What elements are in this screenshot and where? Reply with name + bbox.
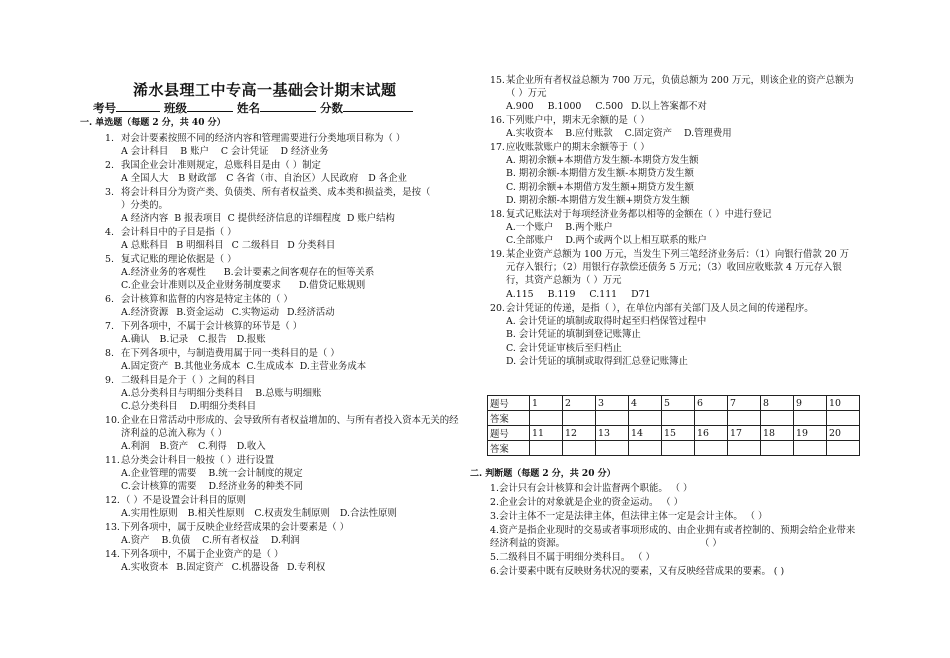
answer-cell[interactable]: [530, 411, 563, 426]
option-choice[interactable]: C.所有者权益: [202, 535, 259, 547]
class-field[interactable]: [187, 100, 233, 112]
question-number: 1.: [105, 133, 114, 144]
table-cell: 12: [563, 426, 596, 441]
question-number: 20.: [490, 303, 505, 314]
option-choice[interactable]: C.实物运动: [231, 307, 279, 319]
option-choice[interactable]: B.记录: [159, 334, 189, 346]
option-choice[interactable]: D 账户结构: [346, 213, 395, 225]
option-row: [121, 467, 435, 480]
option-choice[interactable]: C.固定资产: [624, 128, 672, 140]
option-choice[interactable]: D.主营业务成本: [299, 361, 367, 373]
option-row: [121, 360, 435, 373]
option-choice[interactable]: C 会计凭证: [220, 146, 269, 158]
question-stem: 下列各项中，属于反映企业经营成果的会计要素是（ ）: [121, 522, 349, 533]
table-cell: 20: [827, 426, 860, 441]
table-cell: 答案: [488, 411, 530, 426]
option-choice[interactable]: D.经济活动: [286, 307, 335, 319]
option-row: [121, 400, 435, 413]
question-number: 16.: [490, 115, 505, 126]
question-stem: 复式记账的理论依据是（ ）: [121, 254, 237, 265]
option-choice[interactable]: C.全部账户: [506, 235, 554, 247]
exam-no-field[interactable]: [116, 100, 160, 112]
table-cell: 1: [530, 396, 563, 411]
question-stem: 会计凭证的传递，是指（ ），在单位内部有关部门及人员之间的传递程序。: [506, 303, 814, 314]
question-19: [490, 248, 855, 301]
option-row: [121, 145, 435, 158]
table-cell: 15: [662, 426, 695, 441]
option-row: [121, 306, 435, 319]
judge-item: 2.企业会计的对象就是企业的资金运动。 （ ）: [490, 497, 684, 508]
option-row: [506, 315, 855, 328]
answer-table-row: [488, 396, 860, 411]
question-number: 14.: [105, 549, 120, 560]
option-choice[interactable]: D 分类科目: [287, 240, 336, 252]
question-number: 15.: [490, 75, 505, 86]
question-number: 19.: [490, 249, 505, 260]
question-stem: 总分类会计科目一般按（ ）进行设置: [121, 455, 274, 466]
section2-heading: 二. 判断题（每题 2 分，共 20 分）: [470, 469, 616, 479]
option-choice[interactable]: C.机器设备: [231, 562, 279, 574]
option-row: [506, 154, 855, 167]
option-row: [121, 387, 435, 400]
question-stem: 某企业资产总额为 100 万元，当发生下列三笔经济业务后：（1）向银行借款 20 万元存入银行；（2）用银行存款偿还债务 5 万元；（3）收回应收账款 4 万元存入银行，其资产总额为（ ）万元: [506, 249, 850, 287]
question-stem: 应收账款账户的期末余额等于（ ）: [506, 142, 650, 153]
question-20: [490, 302, 855, 368]
question-number: 18.: [490, 209, 505, 220]
question-6: [105, 293, 435, 319]
option-choice[interactable]: A.实用性原则: [121, 508, 178, 520]
table-cell: 5: [662, 396, 695, 411]
option-choice[interactable]: C.权责发生制原则: [254, 508, 330, 520]
question-stem: 在下列各项中，与制造费用属于同一类科目的是（ ）: [121, 348, 340, 359]
option-choice[interactable]: B. 会计凭证的填制到登记账簿止: [506, 329, 641, 341]
option-row: [506, 288, 855, 301]
answer-cell[interactable]: [530, 441, 563, 456]
option-choice[interactable]: A.900: [506, 101, 534, 113]
option-choice[interactable]: D.合法性原则: [339, 508, 397, 520]
option-choice[interactable]: B.会计要素之间客观存在的恒等关系: [223, 267, 375, 279]
question-stem: 我国企业会计准则规定，总账科目是由（ ）制定: [121, 160, 321, 171]
table-cell: 3: [596, 396, 629, 411]
option-choice[interactable]: C.会计核算的需要: [121, 481, 197, 493]
question-stem: 会计科目中的子目是指（ ）: [121, 227, 237, 238]
option-choice[interactable]: A. 会计凭证的填制或取得时起至归档保管过程中: [506, 316, 707, 328]
table-cell: 17: [728, 426, 761, 441]
judge-item: 6.会计要素中既有反映财务状况的要素，又有反映经营成果的要素。 ( ): [490, 566, 785, 577]
question-stem: 某企业所有者权益总额为 700 万元，负债总额为 200 万元，则该企业的资产总额为（ ）万元: [506, 75, 854, 100]
option-choice[interactable]: B 明细科目: [176, 240, 224, 252]
judge-item: 3.会计主体不一定是法律主体，但法律主体一定是会计主体。 （ ）: [490, 511, 768, 522]
option-choice[interactable]: B.其他业务成本: [174, 361, 241, 373]
answer-table-row: [488, 441, 860, 456]
option-row: [121, 507, 435, 520]
answer-cell[interactable]: [662, 411, 695, 426]
option-choice[interactable]: C. 会计凭证审核后至归档止: [506, 342, 622, 354]
option-choice[interactable]: B.负债: [161, 535, 191, 547]
table-cell: 16: [695, 426, 728, 441]
question-11: [105, 454, 435, 494]
section1-heading: 一. 单选题（每题 2 分，共 40 分）: [80, 118, 226, 128]
question-14: [105, 548, 435, 574]
exam-no-label: 考号: [93, 101, 116, 115]
option-choice[interactable]: A.经济业务的客观性: [121, 267, 206, 279]
option-choice[interactable]: D.以上答案都不对: [631, 101, 707, 113]
table-cell: 答案: [488, 441, 530, 456]
table-cell: 8: [761, 396, 794, 411]
question-12: [105, 494, 435, 520]
option-choice[interactable]: D.借贷记账规则: [298, 280, 366, 292]
question-number: 10.: [105, 415, 120, 426]
option-choice[interactable]: A.115: [506, 288, 534, 300]
answer-cell[interactable]: [761, 441, 794, 456]
question-stem: 对会计要素按照不同的经济内容和管理需要进行分类地项目称为（ ）: [121, 133, 406, 144]
option-choice[interactable]: D.报账: [236, 334, 266, 346]
name-label: 姓名: [237, 101, 261, 115]
option-row: [121, 440, 465, 453]
option-choice[interactable]: A.企业管理的需要: [121, 468, 197, 480]
option-choice[interactable]: D 经济业务: [280, 146, 329, 158]
option-row: [121, 212, 435, 225]
question-number: 13.: [105, 522, 120, 533]
option-row: [121, 480, 435, 493]
option-choice[interactable]: A.总分类科目与明细分类科目: [121, 388, 244, 400]
question-stem: 二级科目是介于（ ）之间的科目: [121, 375, 256, 386]
option-choice[interactable]: A. 期初余额+本期借方发生额-本期贷方发生额: [506, 155, 699, 167]
answer-table-row: [488, 411, 860, 426]
question-2: [105, 159, 435, 185]
question-number: 8.: [105, 348, 114, 359]
question-stem: 企业在日常活动中形成的、会导致所有者权益增加的、与所有者投入资本无关的经济利益的总流入称为（ ）: [121, 415, 459, 440]
option-choice[interactable]: A 会计科目: [121, 146, 169, 158]
answer-cell[interactable]: [695, 441, 728, 456]
answer-cell[interactable]: [563, 411, 596, 426]
exam-info-line: [93, 100, 413, 116]
question-8: [105, 347, 435, 373]
option-choice[interactable]: A.实收资本: [506, 128, 554, 140]
option-row: [121, 333, 435, 346]
table-cell: 11: [530, 426, 563, 441]
option-choice[interactable]: B 财政部: [178, 173, 217, 185]
answer-cell[interactable]: [596, 411, 629, 426]
question-number: 2.: [105, 160, 114, 171]
option-choice[interactable]: C.500: [595, 101, 624, 113]
option-choice[interactable]: C.报告: [198, 334, 227, 346]
page-title: 浠水县理工中专高一基础会计期末试题: [133, 81, 397, 99]
option-row: [506, 355, 855, 368]
table-cell: 6: [695, 396, 728, 411]
question-number: 17.: [490, 142, 505, 153]
class-label: 班级: [164, 101, 188, 115]
option-choice[interactable]: C 提供经济信息的详细程度: [227, 213, 341, 225]
question-1: [105, 132, 435, 158]
option-choice[interactable]: D.明细分类科目: [189, 401, 257, 413]
answer-cell[interactable]: [629, 411, 662, 426]
option-choice[interactable]: B.固定资产: [176, 562, 224, 574]
option-row: [506, 167, 855, 180]
option-choice[interactable]: D 各企业: [368, 173, 407, 185]
question-stem: （ ）不是设置会计科目的原则: [121, 495, 246, 506]
option-choice[interactable]: A.资产: [121, 535, 150, 547]
option-choice[interactable]: D.两个或两个以上相互联系的账户: [565, 235, 707, 247]
option-choice[interactable]: D. 会计凭证的填制或取得到汇总登记账簿止: [506, 355, 688, 367]
table-cell: 19: [794, 426, 827, 441]
option-choice[interactable]: C.企业会计准则以及企业财务制度要求: [121, 280, 281, 292]
question-stem: 会计核算和监督的内容是特定主体的（ ）: [121, 294, 293, 305]
option-choice[interactable]: C.利得: [198, 441, 227, 453]
option-row: [121, 561, 435, 574]
option-choice[interactable]: D.经济业务的种类不同: [208, 481, 303, 493]
judge-item: 1.会计只有会计核算和会计监督两个职能。 （ ）: [490, 483, 693, 494]
table-cell: 7: [728, 396, 761, 411]
answer-cell[interactable]: [695, 411, 728, 426]
table-cell: 4: [629, 396, 662, 411]
option-choice[interactable]: C. 期初余额+本期借方发生额+期贷方发生额: [506, 181, 694, 193]
option-choice[interactable]: C 各省（市、自治区）人民政府: [226, 173, 359, 185]
option-choice[interactable]: A 全国人大: [121, 173, 169, 185]
question-number: 5.: [105, 254, 114, 265]
question-number: 9.: [105, 375, 114, 386]
question-13: [105, 521, 435, 547]
question-7: [105, 320, 435, 346]
question-9: [105, 374, 435, 414]
option-row: [121, 172, 435, 185]
option-row: [121, 239, 435, 252]
question-number: 3.: [105, 187, 114, 198]
option-choice[interactable]: B.资金运动: [176, 307, 224, 319]
question-stem: 下列各项中，不属于企业资产的是（ ）: [121, 549, 284, 560]
option-choice[interactable]: B 账户: [180, 146, 209, 158]
option-row: [506, 100, 855, 113]
question-stem: 下列账户中，期末无余额的是（ ）: [506, 115, 650, 126]
option-choice[interactable]: B.资产: [159, 441, 189, 453]
question-10: [105, 414, 465, 454]
judge-item: 5.二级科目不属于明细分类科目。 （ ）: [490, 552, 655, 563]
table-cell: 18: [761, 426, 794, 441]
question-3: [105, 186, 435, 226]
table-cell: 题号: [488, 426, 530, 441]
option-choice[interactable]: C.总分类科目: [121, 401, 178, 413]
table-cell: 题号: [488, 396, 530, 411]
question-17: [490, 141, 855, 207]
option-choice[interactable]: C.111: [589, 288, 618, 300]
name-field[interactable]: [260, 100, 316, 112]
option-row: [506, 221, 855, 234]
question-stem: 将会计科目分为资产类、负债类、所有者权益类、成本类和损益类，是按（ ）分类的。: [121, 187, 431, 212]
score-label: 分数: [320, 101, 344, 115]
option-choice[interactable]: D.专利权: [286, 562, 326, 574]
option-row: [506, 342, 855, 355]
option-choice[interactable]: B.总账与明细账: [255, 388, 322, 400]
answer-cell[interactable]: [596, 441, 629, 456]
option-choice[interactable]: D71: [631, 288, 651, 300]
score-field[interactable]: [343, 100, 413, 112]
answer-cell[interactable]: [794, 441, 827, 456]
option-row: [121, 279, 435, 292]
question-number: 7.: [105, 321, 114, 332]
option-choice[interactable]: D.管理费用: [683, 128, 732, 140]
table-cell: 13: [596, 426, 629, 441]
option-row: [506, 181, 855, 194]
option-choice[interactable]: B.两个账户: [565, 222, 613, 234]
question-number: 6.: [105, 294, 114, 305]
answer-table: [487, 395, 860, 456]
option-choice[interactable]: B.1000: [547, 101, 582, 113]
option-choice[interactable]: A 总账科目: [121, 240, 169, 252]
answer-cell[interactable]: [761, 411, 794, 426]
table-cell: 2: [563, 396, 596, 411]
question-stem: 下列各项中，不属于会计核算的环节是（ ）: [121, 321, 303, 332]
question-number: 4.: [105, 227, 114, 238]
question-number: 11.: [105, 455, 120, 466]
answer-cell[interactable]: [629, 441, 662, 456]
option-row: [506, 127, 855, 140]
option-choice[interactable]: B.统一会计制度的规定: [208, 468, 303, 480]
answer-cell[interactable]: [662, 441, 695, 456]
question-16: [490, 114, 855, 140]
question-15: [490, 74, 855, 114]
option-choice[interactable]: D. 期初余额-本期借方发生额+期贷方发生额: [506, 194, 690, 206]
option-row: [506, 234, 855, 247]
table-cell: 9: [794, 396, 827, 411]
option-choice[interactable]: B.应付账款: [565, 128, 613, 140]
answer-table-row: [488, 426, 860, 441]
option-row: [121, 534, 435, 547]
question-number: 12.: [105, 495, 120, 506]
answer-cell[interactable]: [728, 411, 761, 426]
option-choice[interactable]: A.实收资本: [121, 562, 169, 574]
answer-cell[interactable]: [728, 441, 761, 456]
answer-cell[interactable]: [563, 441, 596, 456]
question-stem: 复式记账法对于每项经济业务都以相等的金额在（ ）中进行登记: [506, 209, 772, 220]
option-choice[interactable]: B.119: [547, 288, 576, 300]
table-cell: 14: [629, 426, 662, 441]
option-row: [506, 194, 855, 207]
option-row: [121, 266, 435, 279]
option-choice[interactable]: C.生成成本: [246, 361, 294, 373]
option-choice[interactable]: D.利润: [270, 535, 300, 547]
option-choice[interactable]: B. 期初余额-本期借方发生额-本期贷方发生额: [506, 168, 694, 180]
option-choice[interactable]: A.经济资源: [121, 307, 169, 319]
question-18: [490, 208, 855, 248]
option-choice[interactable]: D.收入: [236, 441, 266, 453]
answer-cell[interactable]: [827, 411, 860, 426]
option-row: [506, 328, 855, 341]
answer-cell[interactable]: [794, 411, 827, 426]
judge-item: 4.资产是指企业现时的交易或者事项形成的、由企业拥有或者控制的、预期会给企业带来经济利益的资源。: [490, 525, 856, 550]
option-choice[interactable]: C 二级科目: [231, 240, 280, 252]
option-choice[interactable]: A.确认: [121, 334, 150, 346]
option-choice[interactable]: A.利润: [121, 441, 150, 453]
option-choice[interactable]: A.一个账户: [506, 222, 554, 234]
table-cell: 10: [827, 396, 860, 411]
question-5: [105, 253, 435, 293]
option-choice[interactable]: B 报表项目: [174, 213, 222, 225]
judge-item-bracket: （ ）: [700, 538, 722, 549]
option-choice[interactable]: A.固定资产: [121, 361, 169, 373]
option-choice[interactable]: B.相关性原则: [187, 508, 245, 520]
option-choice[interactable]: A 经济内容: [121, 213, 169, 225]
question-4: [105, 226, 435, 252]
answer-cell[interactable]: [827, 441, 860, 456]
